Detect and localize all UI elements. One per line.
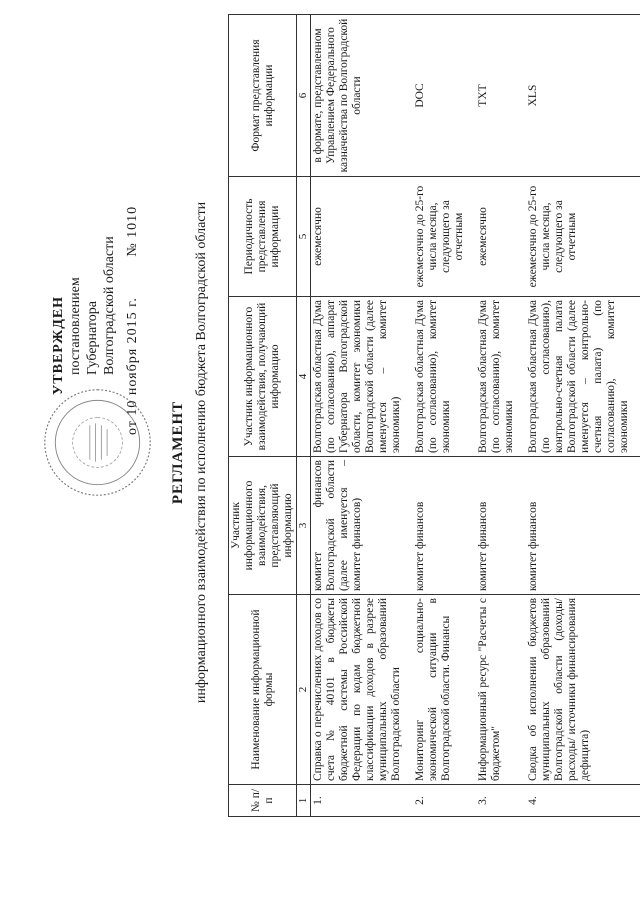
col-number: 6 xyxy=(297,15,311,177)
header-format: Формат представления информации xyxy=(229,15,297,177)
number-value: 1010 xyxy=(125,205,140,238)
approval-block xyxy=(50,165,141,435)
approval-date-line xyxy=(124,165,141,435)
cell-format: XLS xyxy=(526,15,640,177)
approval-line-1: постановлением xyxy=(68,277,83,375)
document-title: РЕГЛАМЕНТ xyxy=(170,400,186,505)
regulation-table xyxy=(228,14,640,817)
header-name: Наименование информационной формы xyxy=(229,595,297,785)
col-number: 4 xyxy=(297,297,311,457)
table-row xyxy=(476,15,526,817)
col-number: 1 xyxy=(297,785,311,817)
table-column-number-row xyxy=(297,15,311,817)
cell-provider: комитет финансов xyxy=(526,457,640,595)
cell-name: Информационный ресурс "Расчеты с бюджетом" xyxy=(476,595,526,785)
date-prefix: от xyxy=(125,420,140,435)
cell-receiver: Волгоградская областная Дума (по согласованию), аппарат Губернатора Волгоградской области, комитет экономики Волгоградской области (далее именуется – комитет экономики) xyxy=(311,297,414,457)
cell-receiver: Волгоградская областная Дума (по согласованию), контрольно-счетная палата Волгоградской области (далее именуется – контрольно-счетная палата) (по согласованию), комитет экономики xyxy=(526,297,640,457)
cell-receiver: Волгоградская областная Дума (по согласованию), комитет экономики xyxy=(476,297,526,457)
cell-name: Мониторинг социально-экономической ситуации в Волгоградской области. Финансы xyxy=(413,595,476,785)
header-provider: Участник информационного взаимодействия, представляющий информацию xyxy=(229,457,297,595)
cell-name: Справка о перечислениях доходов со счета № 40101 в бюджеты бюджетной системы Российской Федерации по кодам бюджетной классификации доходов в разрезе муниципальных образований Волгоградской области xyxy=(311,595,414,785)
col-number: 2 xyxy=(297,595,311,785)
cell-receiver: Волгоградская областная Дума (по согласованию), комитет экономики xyxy=(413,297,476,457)
cell-no: 4. xyxy=(526,785,640,817)
table-row xyxy=(311,15,414,817)
date-value: 10 ноября 2015 г. xyxy=(125,297,140,416)
table-row xyxy=(526,15,640,817)
cell-no: 3. xyxy=(476,785,526,817)
cell-period: ежемесячно xyxy=(476,177,526,297)
cell-period: ежемесячно до 25-го числа месяца, следующего за отчетным xyxy=(526,177,640,297)
table-header-row xyxy=(229,15,297,817)
document-subtitle: информационного взаимодействия по исполнению бюджета Волгоградской области xyxy=(194,201,209,704)
table-row xyxy=(413,15,476,817)
cell-format: в формате, представленном Управлением Федерального казначейства по Волгоградской области xyxy=(311,15,414,177)
cell-no: 1. xyxy=(311,785,414,817)
approval-line-2: Губернатора xyxy=(85,300,100,375)
number-mark: № xyxy=(125,242,140,257)
col-number: 3 xyxy=(297,457,311,595)
col-number: 5 xyxy=(297,177,311,297)
approval-heading: УТВЕРЖДЕН xyxy=(51,295,66,395)
cell-format: DOC xyxy=(413,15,476,177)
approval-line-3: Волгоградской области xyxy=(102,236,117,375)
cell-provider: комитет финансов xyxy=(476,457,526,595)
cell-no: 2. xyxy=(413,785,476,817)
header-no: № п/п xyxy=(229,785,297,817)
header-receiver: Участник информационного взаимодействия, получающий информацию xyxy=(229,297,297,457)
header-period: Периодичность представления информации xyxy=(229,177,297,297)
cell-name: Сводка об исполнении бюджетов муниципальных образований Волгоградской области (доходы/ расходы/ источники финансирования дефицита) xyxy=(526,595,640,785)
cell-format: TXT xyxy=(476,15,526,177)
cell-provider: комитет финансов Волгоградской области (далее именуется – комитет финансов) xyxy=(311,457,414,595)
cell-period: ежемесячно до 25-го числа месяца, следующего за отчетным xyxy=(413,177,476,297)
cell-provider: комитет финансов xyxy=(413,457,476,595)
cell-period: ежемесячно xyxy=(311,177,414,297)
